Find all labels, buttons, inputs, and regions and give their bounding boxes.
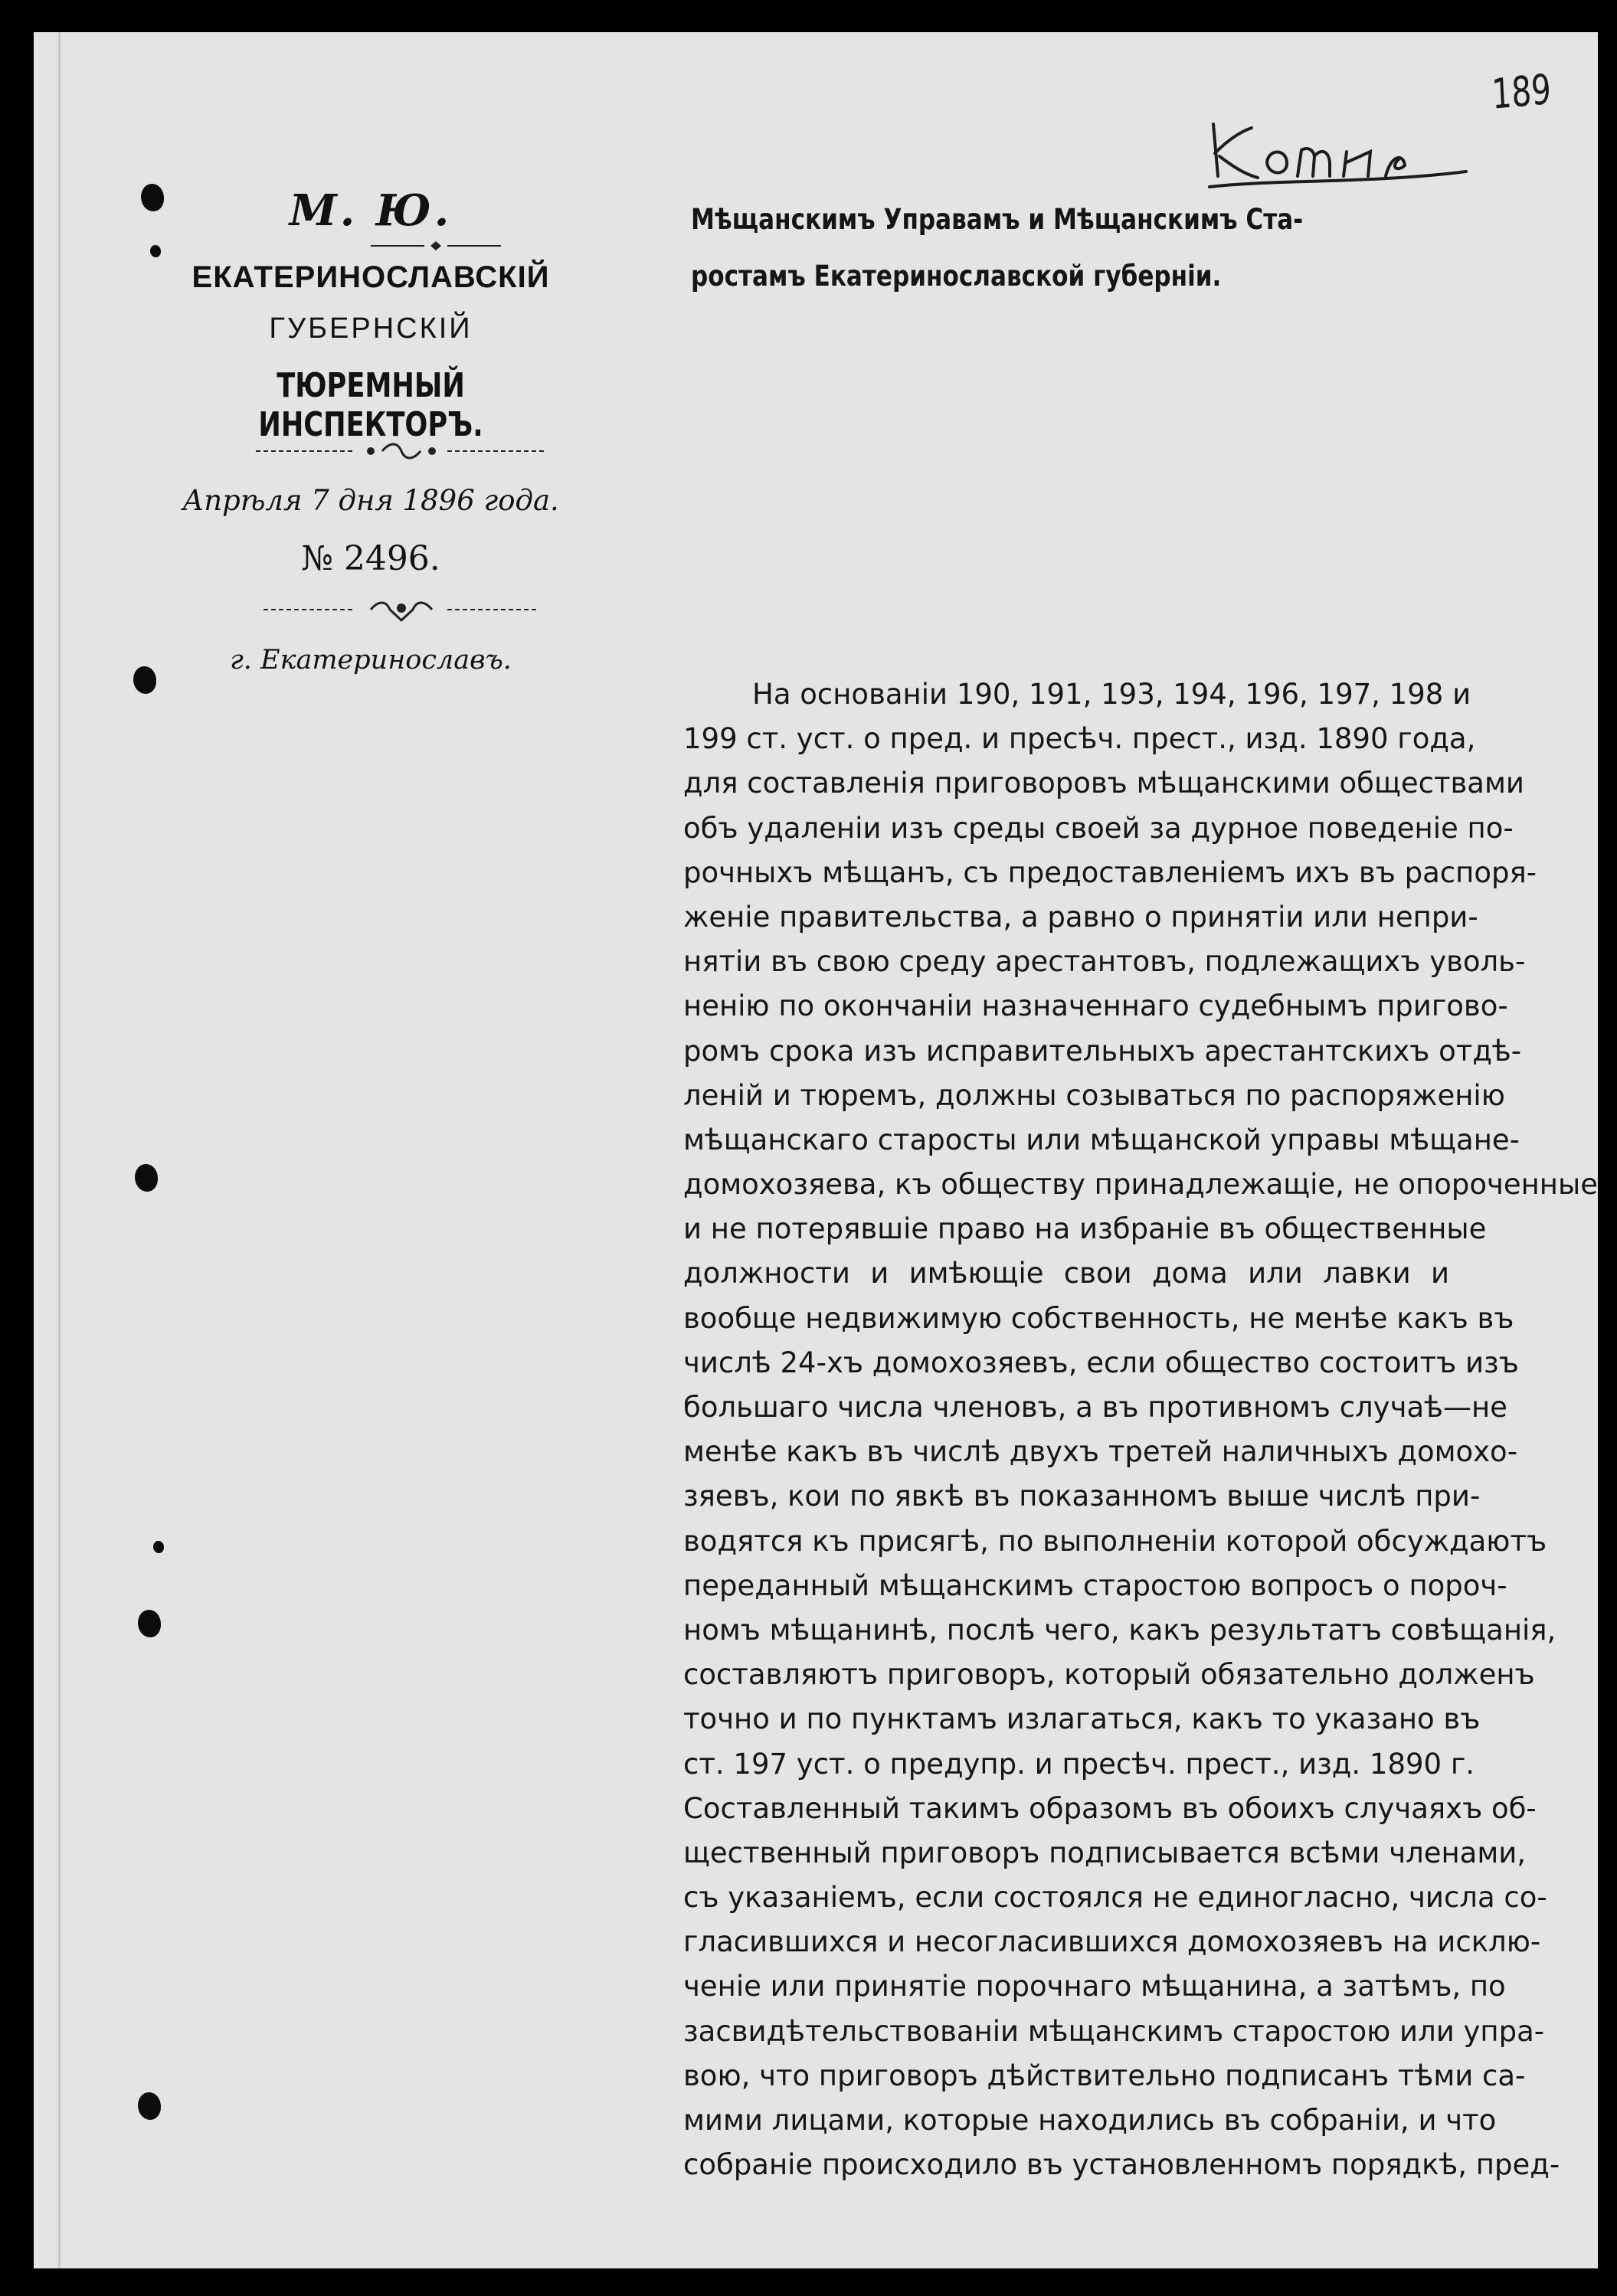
office-name-line3: ТЮРЕМНЫЙ ИНСПЕКТОРЪ.: [258, 366, 483, 444]
body-line: Составленный такимъ образомъ въ обоихъ случаяхъ об-: [683, 1791, 1537, 1825]
body-line: составляютъ приговоръ, который обязательно долженъ: [683, 1658, 1535, 1692]
ministry-abbreviation: М. Ю.: [289, 185, 453, 236]
handwritten-annotation: [1198, 86, 1474, 201]
document-page: [34, 32, 1598, 2268]
divider-ornament-icon: [256, 440, 547, 463]
body-line: леній и тюремъ, должны созываться по распоряженію: [683, 1078, 1505, 1112]
body-line: для составленія приговоровъ мѣщанскими обществами: [683, 767, 1524, 800]
body-line: щественный приговоръ подписывается всѣми членами,: [683, 1836, 1527, 1869]
body-line: ненію по окончаніи назначеннаго судебнымъ пригово-: [683, 989, 1508, 1023]
body-line: нятіи въ свою среду арестантовъ, подлежащихъ уволь-: [683, 945, 1526, 979]
office-name-line1: ЕКАТЕРИНОСЛАВСКІЙ: [191, 260, 550, 294]
divider-ornament-icon: [263, 600, 539, 623]
body-line: ченіе или принятіе порочнаго мѣщанина, а затѣмъ, по: [683, 1970, 1506, 2003]
office-name-line2: ГУБЕРНСКІЙ: [269, 312, 473, 345]
body-line: номъ мѣщанинѣ, послѣ чего, какъ результатъ совѣщанія,: [683, 1613, 1556, 1647]
addressee-block: [691, 191, 1334, 305]
punch-hole: [138, 1610, 161, 1637]
body-line: мѣщанскаго старосты или мѣщанской управы мѣщане-: [683, 1123, 1520, 1156]
body-line: точно и по пунктамъ излагаться, какъ то указано въ: [683, 1702, 1481, 1736]
page-fold-line: [58, 32, 61, 2268]
body-line: рочныхъ мѣщанъ, съ предоставленіемъ ихъ въ распоря-: [683, 855, 1537, 889]
body-line: домохозяева, къ обществу принадлежащіе, не опороченные: [683, 1168, 1598, 1202]
body-line: менѣе какъ въ числѣ двухъ третей наличныхъ домохо-: [683, 1435, 1518, 1469]
body-line: должности и имѣющіе свои дома или лавки и: [683, 1257, 1449, 1290]
punch-hole: [138, 2092, 161, 2120]
body-line: ромъ срока изъ исправительныхъ арестантскихъ отдѣ-: [683, 1034, 1522, 1068]
body-line: и не потерявшіе право на избраніе въ общественные: [683, 1212, 1487, 1246]
body-line: На основаніи 190, 191, 193, 194, 196, 197, 198 и: [752, 678, 1471, 711]
document-date: Апрѣля 7 дня 1896 года.: [182, 484, 559, 517]
punch-hole: [135, 1164, 158, 1192]
page-number: 189: [1491, 64, 1553, 119]
body-line: переданный мѣщанскимъ старостою вопросъ о пороч-: [683, 1568, 1507, 1602]
punch-hole: [153, 1541, 164, 1553]
body-line: зяевъ, кои по явкѣ въ показанномъ выше числѣ при-: [683, 1480, 1481, 1513]
body-text: [683, 672, 1598, 2187]
body-line: вою, что приговоръ дѣйствительно подписанъ тѣми са-: [683, 2059, 1526, 2092]
addressee-line: Мѣщанскимъ Управамъ и Мѣщанскимъ Ста-: [691, 203, 1304, 236]
body-line: вообще недвижимую собственность, не менѣе какъ въ: [683, 1301, 1514, 1335]
body-line: числѣ 24-хъ домохозяевъ, если общество состоитъ изъ: [683, 1346, 1519, 1379]
addressee-line: ростамъ Екатеринославской губерніи.: [691, 260, 1222, 293]
body-line: съ указаніемъ, если состоялся не единогласно, числа со-: [683, 1881, 1547, 1915]
body-line: мими лицами, которые находились въ собраніи, и что: [683, 2104, 1497, 2137]
body-line: гласившихся и несогласившихся домохозяевъ на исклю-: [683, 1925, 1541, 1959]
divider-ornament-icon: [371, 240, 501, 251]
document-number: № 2496.: [301, 539, 440, 578]
body-line: ст. 197 уст. о предупр. и пресѣч. прест., изд. 1890 г.: [683, 1747, 1475, 1781]
body-line: водятся къ присягѣ, по выполненіи которой обсуждаютъ: [683, 1524, 1547, 1558]
body-line: засвидѣтельствованіи мѣщанскимъ старостою или упра-: [683, 2014, 1545, 2048]
body-line: женіе правительства, а равно о принятіи или непри-: [683, 900, 1478, 934]
body-line: 199 ст. уст. о пред. и пресѣч. прест., изд. 1890 года,: [683, 722, 1476, 756]
body-line: объ удаленіи изъ среды своей за дурное поведеніе по-: [683, 811, 1514, 845]
body-line: собраніе происходило въ установленномъ порядкѣ, пред-: [683, 2148, 1560, 2182]
document-city: г. Екатеринославъ.: [230, 645, 512, 675]
punch-hole: [150, 245, 161, 257]
body-line: большаго числа членовъ, а въ противномъ случаѣ—не: [683, 1391, 1507, 1424]
